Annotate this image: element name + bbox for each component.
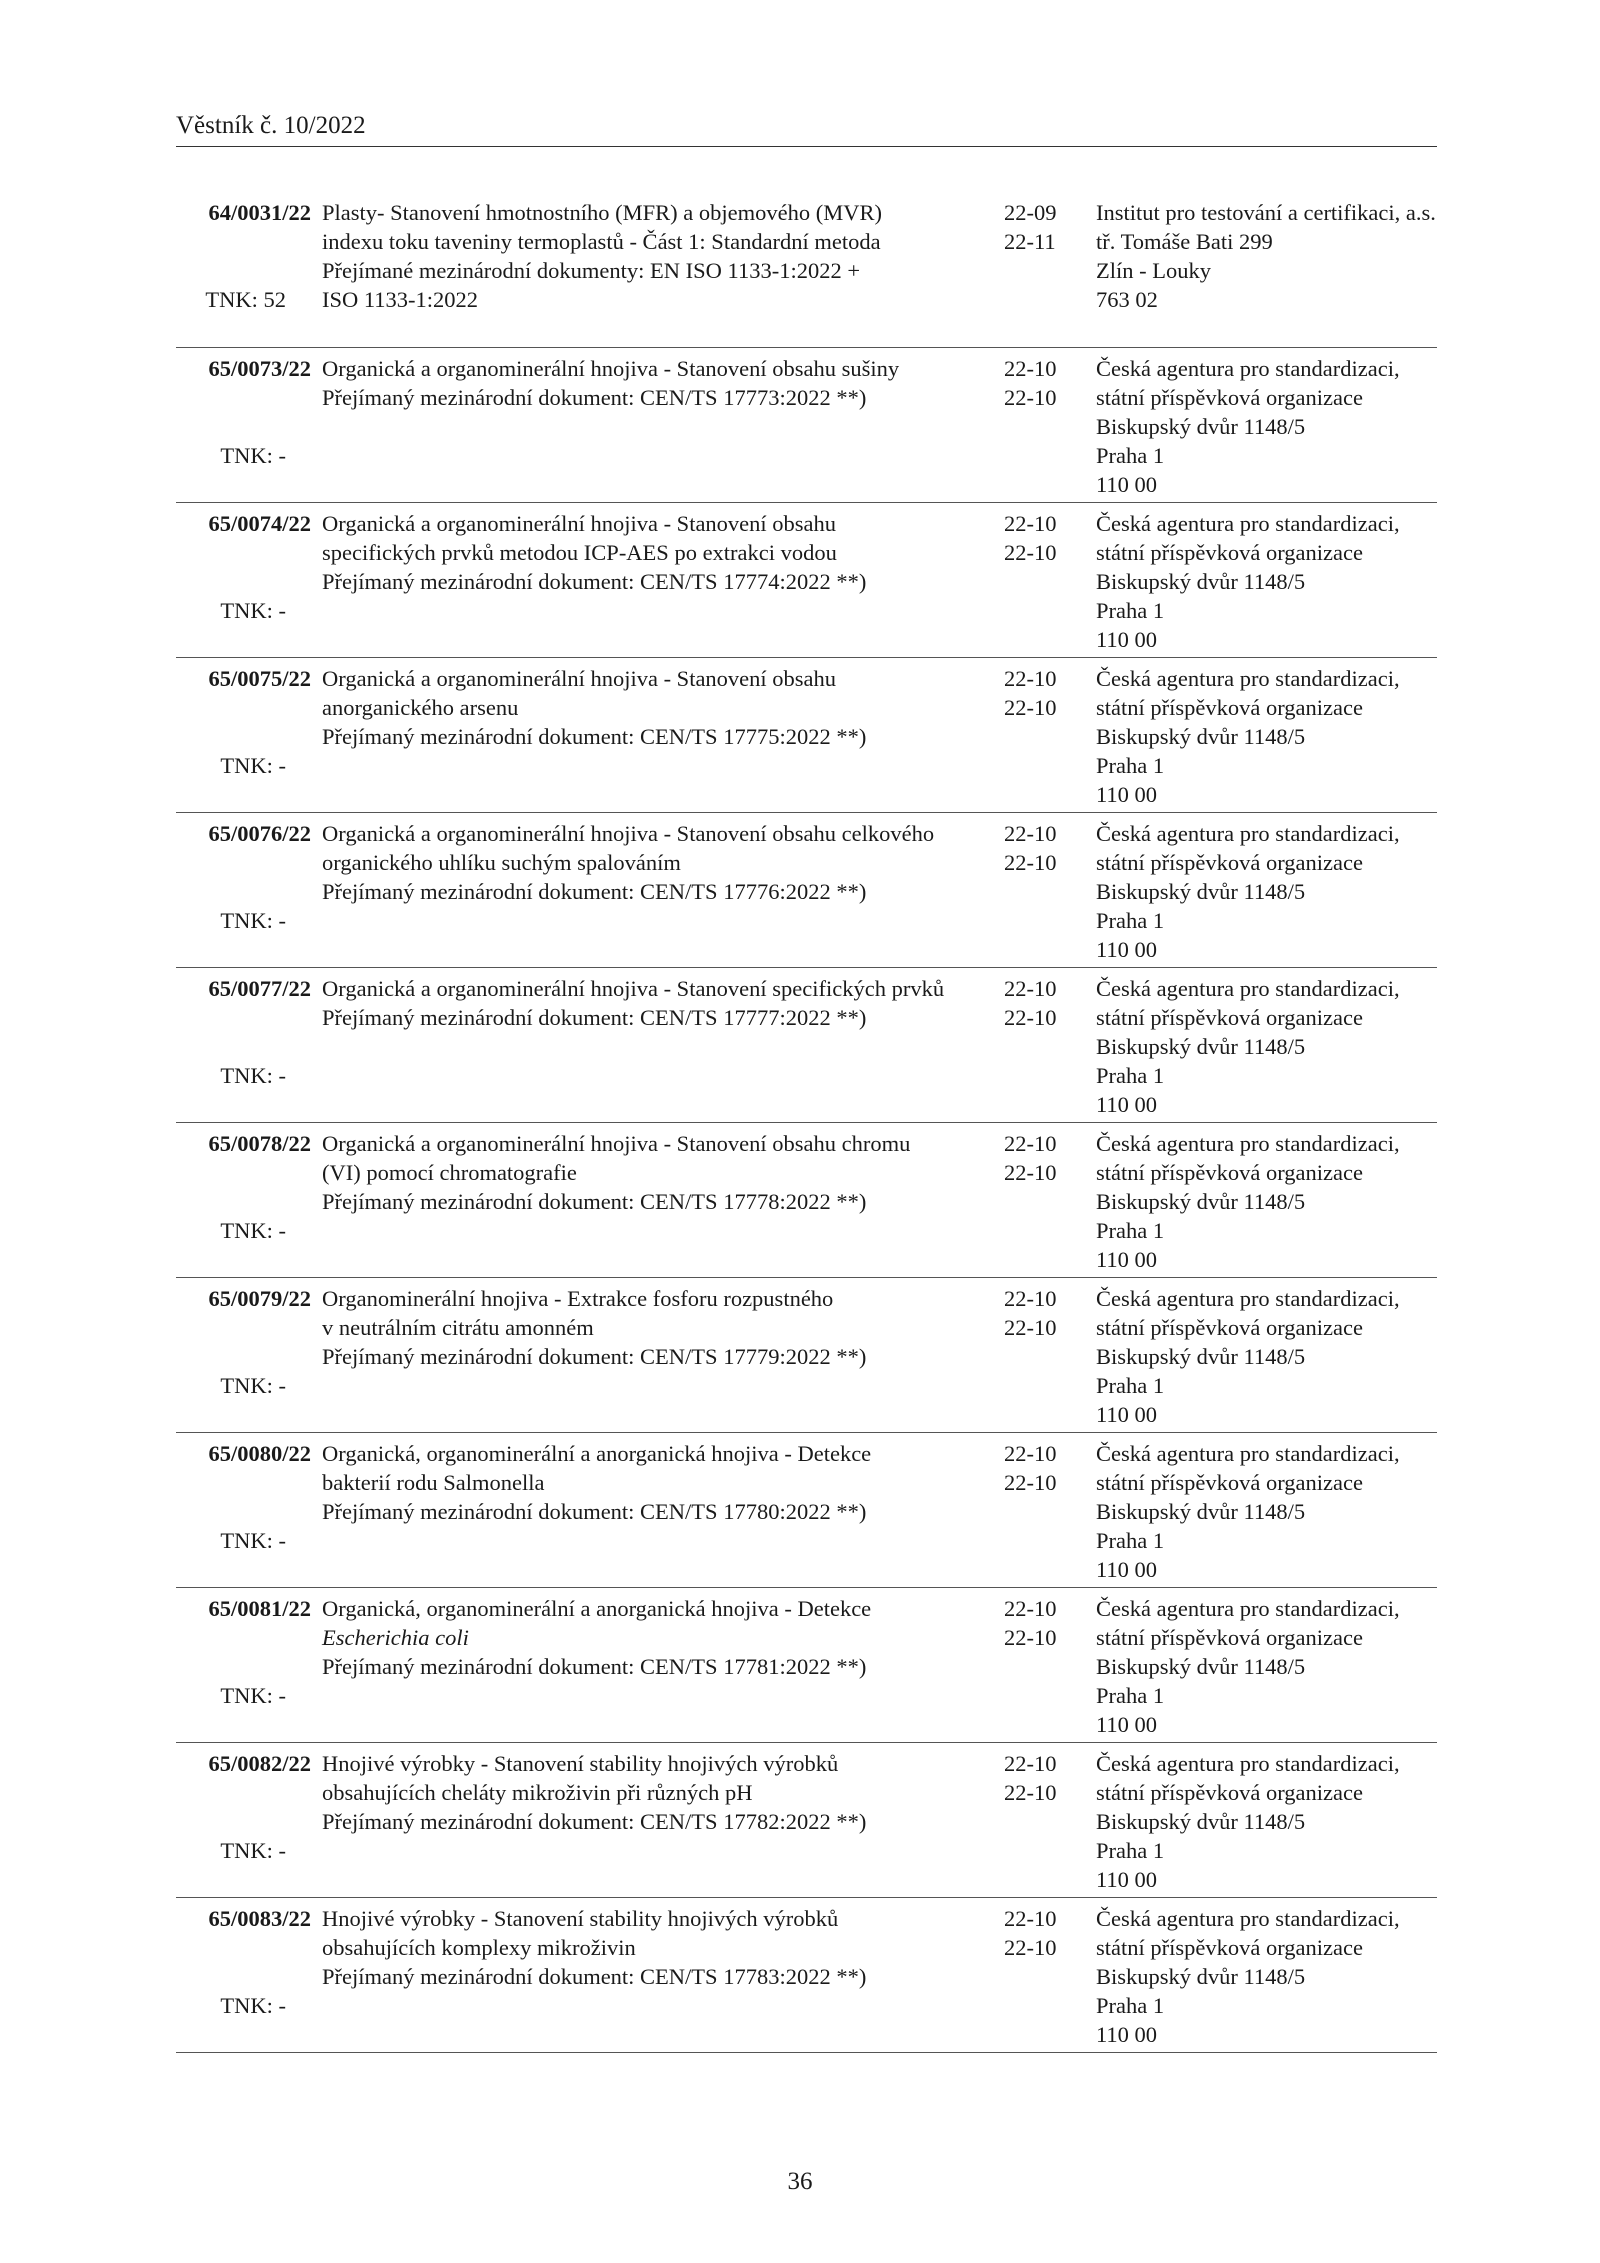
title-line: obsahujících cheláty mikroživin při různých pH xyxy=(322,1780,753,1805)
title-line: Organická, organominerální a anorganická hnojiva - Detekce xyxy=(322,1441,872,1466)
organization-line: státní příspěvková organizace xyxy=(1096,1780,1363,1805)
date-line: 22-10 xyxy=(1004,1286,1057,1311)
record-tnk: TNK: - xyxy=(220,1373,286,1398)
title-line: bakterií rodu Salmonella xyxy=(322,1470,545,1495)
organization-line: Biskupský dvůr 1148/5 xyxy=(1096,569,1306,594)
date-line: 22-10 xyxy=(1004,1906,1057,1931)
title-line: (VI) pomocí chromatografie xyxy=(322,1160,577,1185)
organization-line: Česká agentura pro standardizaci, xyxy=(1096,1906,1400,1931)
organization-line: 110 00 xyxy=(1096,1867,1158,1892)
title-line: anorganického arsenu xyxy=(322,695,519,720)
organization-line: 110 00 xyxy=(1096,1557,1158,1582)
title-line: Organická a organominerální hnojiva - Stanovení specifických prvků xyxy=(322,976,945,1001)
organization-line: Praha 1 xyxy=(1096,1838,1165,1863)
record-tnk: TNK: - xyxy=(220,598,286,623)
date-line: 22-10 xyxy=(1004,1596,1057,1621)
title-line: Přejímaný mezinárodní dokument: CEN/TS 17777:2022 **) xyxy=(322,1005,867,1030)
title-line: Escherichia coli xyxy=(322,1625,469,1650)
organization-line: státní příspěvková organizace xyxy=(1096,1160,1363,1185)
organization-line: státní příspěvková organizace xyxy=(1096,1625,1363,1650)
record-tnk: TNK: - xyxy=(220,443,286,468)
date-line: 22-09 xyxy=(1004,200,1057,225)
title-line: Přejímaný mezinárodní dokument: CEN/TS 17781:2022 **) xyxy=(322,1654,867,1679)
record-dates xyxy=(1004,354,1074,412)
title-line: Přejímaný mezinárodní dokument: CEN/TS 17783:2022 **) xyxy=(322,1964,867,1989)
organization-line: Praha 1 xyxy=(1096,1683,1165,1708)
record-title xyxy=(322,1439,982,1526)
record-title xyxy=(322,819,982,906)
title-line: Přejímaný mezinárodní dokument: CEN/TS 17775:2022 **) xyxy=(322,724,867,749)
record-id: 65/0074/22 xyxy=(208,511,311,536)
date-line: 22-10 xyxy=(1004,850,1057,875)
record-title xyxy=(322,1129,982,1216)
title-line: Organominerální hnojiva - Extrakce fosforu rozpustného xyxy=(322,1286,834,1311)
organization-line: státní příspěvková organizace xyxy=(1096,1005,1363,1030)
date-line: 22-10 xyxy=(1004,1751,1057,1776)
title-line: Organická a organominerální hnojiva - Stanovení obsahu xyxy=(322,666,837,691)
record-dates xyxy=(1004,1284,1074,1342)
record-id: 65/0080/22 xyxy=(208,1441,311,1466)
standard-record xyxy=(176,503,1437,658)
organization-line: státní příspěvková organizace xyxy=(1096,695,1363,720)
date-line: 22-10 xyxy=(1004,976,1057,1001)
record-id: 65/0082/22 xyxy=(208,1751,311,1776)
organization-line: Česká agentura pro standardizaci, xyxy=(1096,511,1400,536)
record-dates xyxy=(1004,509,1074,567)
organization-line: Biskupský dvůr 1148/5 xyxy=(1096,1189,1306,1214)
date-line: 22-10 xyxy=(1004,1160,1057,1185)
title-line: Organická a organominerální hnojiva - Stanovení obsahu celkového xyxy=(322,821,935,846)
date-line: 22-10 xyxy=(1004,1470,1057,1495)
date-line: 22-10 xyxy=(1004,1131,1057,1156)
organization-line: Praha 1 xyxy=(1096,1373,1165,1398)
title-line: v neutrálním citrátu amonném xyxy=(322,1315,594,1340)
date-line: 22-10 xyxy=(1004,821,1057,846)
organization-line: tř. Tomáše Bati 299 xyxy=(1096,229,1273,254)
record-tnk: TNK: - xyxy=(220,908,286,933)
record-dates xyxy=(1004,664,1074,722)
record-id: 65/0083/22 xyxy=(208,1906,311,1931)
record-organization xyxy=(1096,509,1441,654)
record-tnk: TNK: - xyxy=(220,1063,286,1088)
record-id: 65/0078/22 xyxy=(208,1131,311,1156)
date-line: 22-10 xyxy=(1004,1005,1057,1030)
organization-line: Biskupský dvůr 1148/5 xyxy=(1096,1499,1306,1524)
organization-line: 110 00 xyxy=(1096,472,1158,497)
record-dates xyxy=(1004,1594,1074,1652)
page-number: 36 xyxy=(787,2168,813,2195)
record-title xyxy=(322,354,982,412)
organization-line: 763 02 xyxy=(1096,287,1158,312)
date-line: 22-10 xyxy=(1004,540,1057,565)
title-line: Organická a organominerální hnojiva - Stanovení obsahu chromu xyxy=(322,1131,911,1156)
record-dates xyxy=(1004,819,1074,877)
record-title xyxy=(322,1284,982,1371)
organization-line: 110 00 xyxy=(1096,1712,1158,1737)
standard-record xyxy=(176,658,1437,813)
standard-record xyxy=(176,1898,1437,2053)
record-dates xyxy=(1004,974,1074,1032)
title-line: specifických prvků metodou ICP-AES po extrakci vodou xyxy=(322,540,837,565)
title-line: Přejímaný mezinárodní dokument: CEN/TS 17774:2022 **) xyxy=(322,569,867,594)
organization-line: Biskupský dvůr 1148/5 xyxy=(1096,1964,1306,1989)
organization-line: Biskupský dvůr 1148/5 xyxy=(1096,879,1306,904)
organization-line: Biskupský dvůr 1148/5 xyxy=(1096,1034,1306,1059)
date-line: 22-10 xyxy=(1004,1780,1057,1805)
record-id: 65/0073/22 xyxy=(208,356,311,381)
organization-line: státní příspěvková organizace xyxy=(1096,1470,1363,1495)
organization-line: Praha 1 xyxy=(1096,1993,1165,2018)
organization-line: Praha 1 xyxy=(1096,443,1165,468)
organization-line: 110 00 xyxy=(1096,1092,1158,1117)
title-line: ISO 1133-1:2022 xyxy=(322,287,479,312)
organization-line: 110 00 xyxy=(1096,2022,1158,2047)
record-title xyxy=(322,1904,982,1991)
organization-line: státní příspěvková organizace xyxy=(1096,1315,1363,1340)
record-tnk: TNK: - xyxy=(220,1218,286,1243)
record-organization xyxy=(1096,974,1441,1119)
standard-record xyxy=(176,192,1437,348)
record-tnk: TNK: - xyxy=(220,1838,286,1863)
record-tnk: TNK: - xyxy=(220,1528,286,1553)
organization-line: 110 00 xyxy=(1096,1247,1158,1272)
organization-line: 110 00 xyxy=(1096,782,1158,807)
record-id: 65/0077/22 xyxy=(208,976,311,1001)
record-title xyxy=(322,974,982,1032)
organization-line: Biskupský dvůr 1148/5 xyxy=(1096,1654,1306,1679)
organization-line: státní příspěvková organizace xyxy=(1096,385,1363,410)
organization-line: státní příspěvková organizace xyxy=(1096,850,1363,875)
date-line: 22-10 xyxy=(1004,695,1057,720)
record-organization xyxy=(1096,1439,1441,1584)
record-title xyxy=(322,1749,982,1836)
title-line: Přejímaný mezinárodní dokument: CEN/TS 17778:2022 **) xyxy=(322,1189,867,1214)
title-line: Hnojivé výrobky - Stanovení stability hnojivých výrobků xyxy=(322,1751,839,1776)
standard-record xyxy=(176,1743,1437,1898)
record-dates xyxy=(1004,1749,1074,1807)
organization-line: Praha 1 xyxy=(1096,908,1165,933)
record-id: 65/0075/22 xyxy=(208,666,311,691)
organization-line: Praha 1 xyxy=(1096,598,1165,623)
title-line: Plasty- Stanovení hmotnostního (MFR) a objemového (MVR) xyxy=(322,200,882,225)
page-header-title: Věstník č. 10/2022 xyxy=(176,112,366,139)
record-tnk: TNK: - xyxy=(220,1993,286,2018)
date-line: 22-10 xyxy=(1004,1935,1057,1960)
title-line: Organická a organominerální hnojiva - Stanovení obsahu xyxy=(322,511,837,536)
standard-record xyxy=(176,1278,1437,1433)
organization-line: Česká agentura pro standardizaci, xyxy=(1096,1286,1400,1311)
organization-line: státní příspěvková organizace xyxy=(1096,540,1363,565)
header-divider xyxy=(176,146,1437,147)
title-line: obsahujících komplexy mikroživin xyxy=(322,1935,636,1960)
record-organization xyxy=(1096,354,1441,499)
organization-line: Biskupský dvůr 1148/5 xyxy=(1096,414,1306,439)
organization-line: Česká agentura pro standardizaci, xyxy=(1096,821,1400,846)
organization-line: Zlín - Louky xyxy=(1096,258,1211,283)
organization-line: Česká agentura pro standardizaci, xyxy=(1096,1441,1400,1466)
standard-record xyxy=(176,1588,1437,1743)
record-organization xyxy=(1096,198,1441,314)
date-line: 22-10 xyxy=(1004,1625,1057,1650)
title-line: Organická a organominerální hnojiva - Stanovení obsahu sušiny xyxy=(322,356,900,381)
title-line: organického uhlíku suchým spalováním xyxy=(322,850,681,875)
organization-line: 110 00 xyxy=(1096,627,1158,652)
organization-line: Biskupský dvůr 1148/5 xyxy=(1096,1344,1306,1369)
organization-line: 110 00 xyxy=(1096,1402,1158,1427)
record-title xyxy=(322,509,982,596)
standard-record xyxy=(176,968,1437,1123)
date-line: 22-10 xyxy=(1004,511,1057,536)
record-id: 65/0081/22 xyxy=(208,1596,311,1621)
record-title xyxy=(322,198,982,314)
record-dates xyxy=(1004,1439,1074,1497)
organization-line: státní příspěvková organizace xyxy=(1096,1935,1363,1960)
title-line: indexu toku taveniny termoplastů - Část 1: Standardní metoda xyxy=(322,229,881,254)
organization-line: Biskupský dvůr 1148/5 xyxy=(1096,1809,1306,1834)
title-line: Přejímaný mezinárodní dokument: CEN/TS 17779:2022 **) xyxy=(322,1344,867,1369)
record-dates xyxy=(1004,1904,1074,1962)
organization-line: Praha 1 xyxy=(1096,1528,1165,1553)
record-title xyxy=(322,664,982,751)
date-line: 22-10 xyxy=(1004,356,1057,381)
date-line: 22-10 xyxy=(1004,1315,1057,1340)
record-organization xyxy=(1096,664,1441,809)
title-line: Organická, organominerální a anorganická hnojiva - Detekce xyxy=(322,1596,872,1621)
date-line: 22-10 xyxy=(1004,666,1057,691)
standard-record xyxy=(176,813,1437,968)
organization-line: Česká agentura pro standardizaci, xyxy=(1096,976,1400,1001)
record-id: 65/0079/22 xyxy=(208,1286,311,1311)
organization-line: Praha 1 xyxy=(1096,1063,1165,1088)
organization-line: Česká agentura pro standardizaci, xyxy=(1096,1131,1400,1156)
title-line: Přejímané mezinárodní dokumenty: EN ISO 1133-1:2022 + xyxy=(322,258,861,283)
organization-line: Česká agentura pro standardizaci, xyxy=(1096,666,1400,691)
organization-line: Biskupský dvůr 1148/5 xyxy=(1096,724,1306,749)
date-line: 22-11 xyxy=(1004,229,1056,254)
standard-record xyxy=(176,348,1437,503)
organization-line: Česká agentura pro standardizaci, xyxy=(1096,356,1400,381)
record-tnk: TNK: - xyxy=(220,753,286,778)
record-organization xyxy=(1096,819,1441,964)
organization-line: Institut pro testování a certifikaci, a.s. xyxy=(1096,200,1436,225)
date-line: 22-10 xyxy=(1004,385,1057,410)
standard-record xyxy=(176,1123,1437,1278)
record-tnk: TNK: - xyxy=(220,1683,286,1708)
standards-list xyxy=(176,192,1437,2053)
title-line: Hnojivé výrobky - Stanovení stability hnojivých výrobků xyxy=(322,1906,839,1931)
organization-line: Česká agentura pro standardizaci, xyxy=(1096,1751,1400,1776)
record-organization xyxy=(1096,1594,1441,1739)
organization-line: Česká agentura pro standardizaci, xyxy=(1096,1596,1400,1621)
organization-line: Praha 1 xyxy=(1096,753,1165,778)
record-tnk: TNK: 52 xyxy=(205,287,286,312)
record-id: 64/0031/22 xyxy=(208,200,311,225)
title-line: Přejímaný mezinárodní dokument: CEN/TS 17780:2022 **) xyxy=(322,1499,867,1524)
title-line: Přejímaný mezinárodní dokument: CEN/TS 17773:2022 **) xyxy=(322,385,867,410)
record-dates xyxy=(1004,1129,1074,1187)
record-organization xyxy=(1096,1129,1441,1274)
record-dates xyxy=(1004,198,1074,256)
record-organization xyxy=(1096,1284,1441,1429)
title-line: Přejímaný mezinárodní dokument: CEN/TS 17776:2022 **) xyxy=(322,879,867,904)
organization-line: Praha 1 xyxy=(1096,1218,1165,1243)
date-line: 22-10 xyxy=(1004,1441,1057,1466)
record-title xyxy=(322,1594,982,1681)
organization-line: 110 00 xyxy=(1096,937,1158,962)
record-organization xyxy=(1096,1749,1441,1894)
record-id: 65/0076/22 xyxy=(208,821,311,846)
title-line: Přejímaný mezinárodní dokument: CEN/TS 17782:2022 **) xyxy=(322,1809,867,1834)
record-organization xyxy=(1096,1904,1441,2049)
standard-record xyxy=(176,1433,1437,1588)
